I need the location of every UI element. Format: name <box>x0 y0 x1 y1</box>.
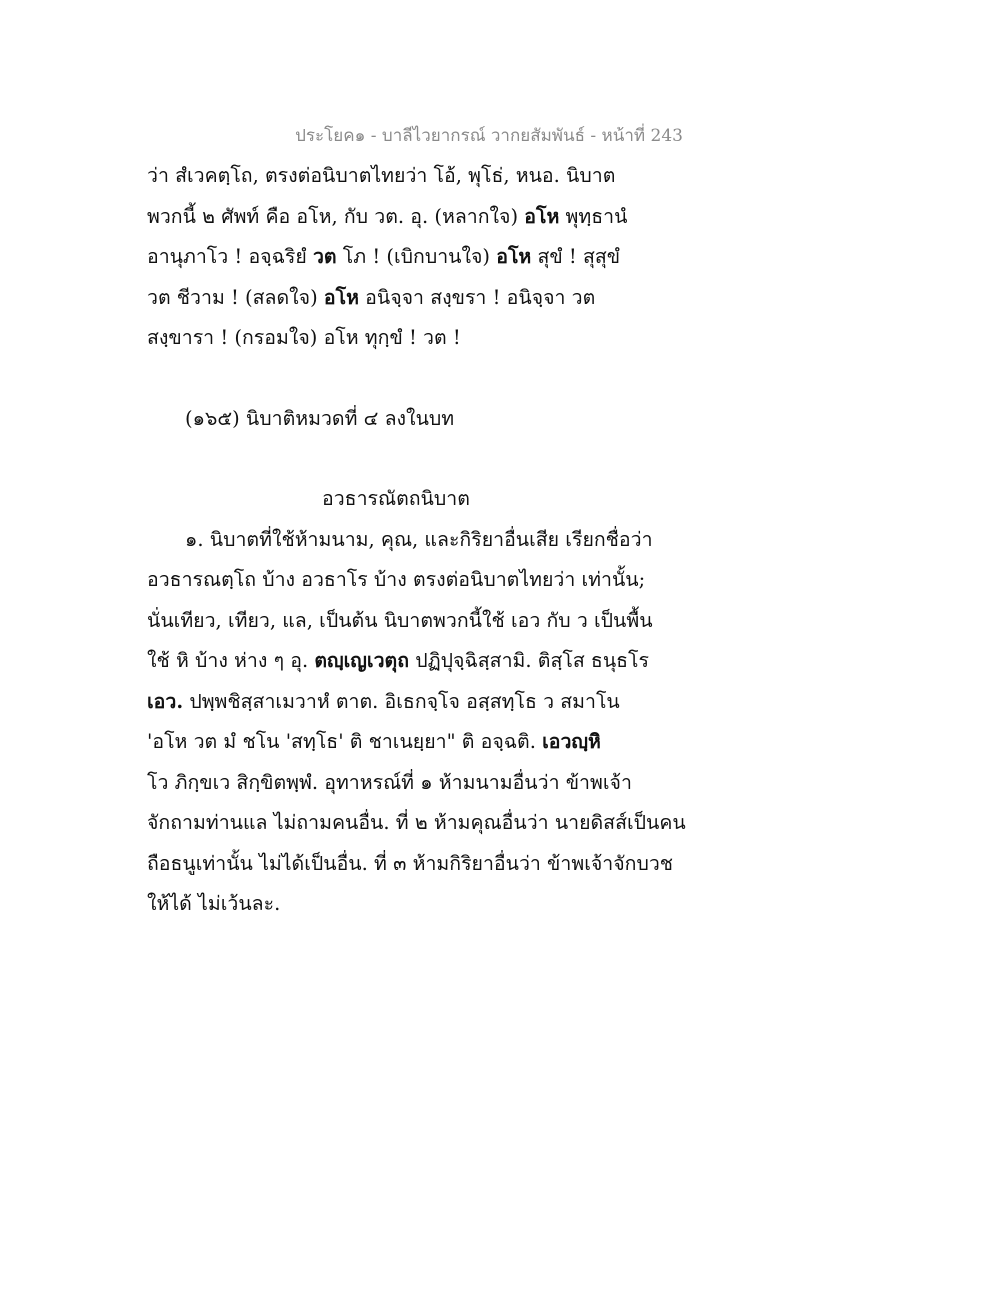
text-line: ถือธนูเท่านั้น ไม่ได้เป็นอื่น. ที่ ๓ ห้ามกิริยาอื่นว่า ข้าพเจ้าจักบวช <box>147 851 674 875</box>
running-header: ประโยค๑ - บาลีไวยากรณ์ วากยสัมพันธ์ - หน้าที่ 243 <box>295 126 683 146</box>
spacer <box>147 439 707 479</box>
section-number-line: (๑๖๕) นิบาติหมวดที่ ๔ ลงในบท <box>185 406 455 430</box>
text-line: จักถามท่านแล ไม่ถามคนอื่น. ที่ ๒ ห้ามคุณอื่นว่า นายดิสส์เป็นคน <box>147 811 686 834</box>
section-heading: อวธารณัตถนิบาต <box>322 487 470 510</box>
text-line: พวกนี้ ๒ ศัพท์ คือ อโห, กับ วต. อุ. (หลากใจ) อโห พุทฺธานํ <box>147 204 628 228</box>
text-line: ว่า สํเวคตฺโถ, ตรงต่อนิบาตไทยว่า โอ้, พุโธ่, หนอ. นิบาต <box>147 164 616 187</box>
text-line: อวธารณตฺโถ บ้าง อวธาโร บ้าง ตรงต่อนิบาตไทยว่า เท่านั้น; <box>147 568 646 591</box>
text-line: ใช้ หิ บ้าง ห่าง ๆ อุ. ตญฺเญเวตุถ ปฏิปุจฺฉิสฺสามิ. ติสฺโส ธนุธโร <box>147 649 649 672</box>
text-line: วต ชีวาม ! (สลดใจ) อโห อนิจฺจา สงฺขรา ! อนิจฺจา วต <box>147 285 596 309</box>
text-line: ๑. นิบาตที่ใช้ห้ามนาม, คุณ, และกิริยาอื่นเสีย เรียกชื่อว่า <box>185 527 653 551</box>
text-line: นั่นเทียว, เทียว, แล, เป็นต้น นิบาตพวกนี้ใช้ เอว กับ ว เป็นพื้น <box>147 608 653 632</box>
spacer <box>147 359 707 399</box>
body-text <box>147 156 707 925</box>
text-line: 'อโห วต มํ ชโน 'สทฺโธ' ติ ชาเนยฺยา" ติ อจฺฉติ. เอวญฺหิ <box>147 730 601 753</box>
text-line: ให้ได้ ไม่เว้นละ. <box>147 892 281 915</box>
text-line: สงฺขารา ! (กรอมใจ) อโห ทุกฺขํ ! วต ! <box>147 326 461 349</box>
text-line: เอว. ปพฺพชิสฺสาเมวาหํ ตาต. อิเธกจฺโจ อสฺสทฺโธ ว สมาโน <box>147 689 620 713</box>
text-line: โว ภิกฺขเว สิกฺขิตพฺพํ. อุทาหรณ์ที่ ๑ ห้ามนามอื่นว่า ข้าพเจ้า <box>147 770 632 794</box>
text-line: อานุภาโว ! อจฺฉริยํ วต โภ ! (เบิกบานใจ) อโห สุขํ ! สุสุขํ <box>147 245 621 268</box>
